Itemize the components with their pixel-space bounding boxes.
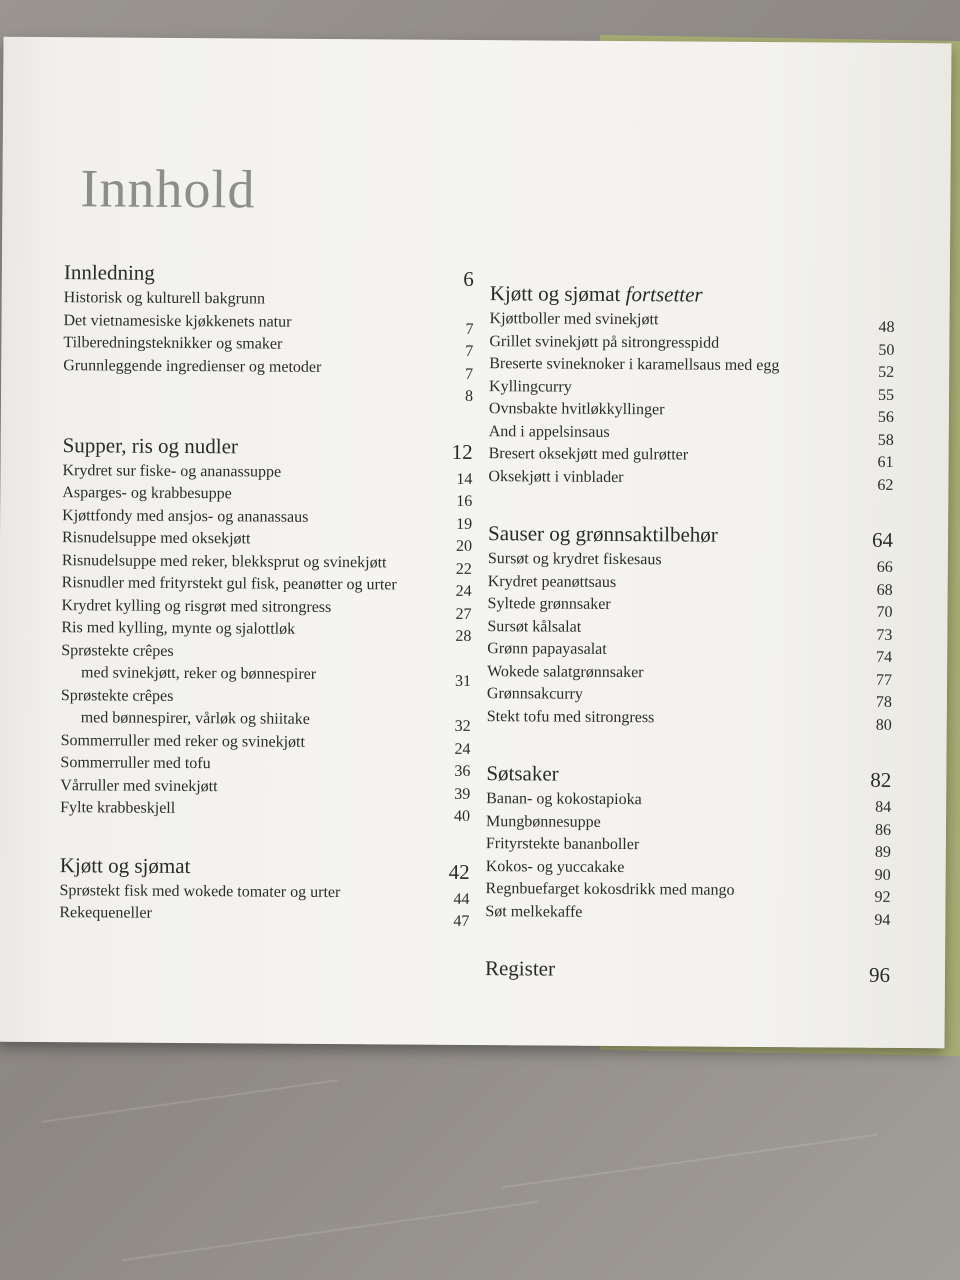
entry-page-number: 92 <box>874 888 891 906</box>
entry-page-number: 22 <box>455 560 472 578</box>
section-gap <box>488 490 893 519</box>
section-page-number: 96 <box>868 962 891 987</box>
section-title <box>64 260 155 286</box>
toc-entry[interactable] <box>62 552 472 577</box>
section-title-text: Innledning <box>63 260 155 285</box>
entry-title: Det vietnamesiske kjøkkenets natur <box>63 311 292 331</box>
section-title-text: Søtsaker <box>486 761 559 786</box>
entry-title: Sommerruller med reker og svinekjøtt <box>60 731 306 751</box>
entry-title: Banan- og kokostapioka <box>486 790 642 809</box>
entry-page-number: 24 <box>455 582 472 600</box>
entry-page-number: 61 <box>877 453 894 471</box>
book-page <box>0 37 951 1049</box>
toc-entry[interactable] <box>489 378 894 403</box>
section-title-text: Kjøtt og sjømat <box>59 852 191 878</box>
section-title <box>486 761 559 787</box>
toc-section-heading[interactable] <box>490 276 895 313</box>
entry-page-number: 8 <box>464 387 474 405</box>
section-title-text: Register <box>484 956 556 981</box>
toc-entry[interactable] <box>487 685 892 710</box>
entry-title: Krydret kylling og risgrøt med sitrongress <box>61 596 332 616</box>
toc-section-heading[interactable] <box>485 951 890 988</box>
entry-title: Syltede grønnsaker <box>487 595 611 613</box>
toc-entry[interactable] <box>61 709 471 734</box>
section-gap <box>63 402 473 431</box>
entry-title: Sursøt og krydret fiskesaus <box>487 550 662 569</box>
entry-page-number: 32 <box>454 717 471 735</box>
entry-page-number: 84 <box>875 798 892 816</box>
section-gap <box>60 822 470 851</box>
toc-entry[interactable] <box>61 619 471 644</box>
toc-entry[interactable] <box>485 880 890 905</box>
entry-page-number: 39 <box>454 785 471 803</box>
entry-page-number: 90 <box>874 866 891 884</box>
entry-title: Fylte krabbeskjell <box>60 799 176 817</box>
section-title-italic: fortsetter <box>620 282 703 307</box>
section-gap <box>487 730 892 759</box>
entry-title: Rekequeneller <box>59 904 152 922</box>
entry-page-number: 62 <box>877 476 894 494</box>
toc-entry[interactable] <box>63 312 473 337</box>
entry-title: Regnbuefarget kokosdrikk med mango <box>485 880 735 899</box>
section-title-text: Supper, ris og nudler <box>62 432 239 458</box>
toc-entry[interactable] <box>486 835 891 860</box>
toc-entry[interactable] <box>63 357 473 382</box>
section-gap <box>485 925 890 954</box>
toc-entry[interactable] <box>59 882 469 907</box>
entry-title: Sursøt kålsalat <box>487 617 582 636</box>
section-page-number: 6 <box>463 266 474 291</box>
entry-title: And i appelsinsaus <box>488 422 610 441</box>
entry-title: Grillet svinekjøtt på sitrongresspidd <box>489 332 720 352</box>
entry-page-number: 48 <box>878 318 895 336</box>
entry-title: Kokos- og yuccakake <box>485 857 625 876</box>
section-title <box>485 956 555 981</box>
entry-page-number: 89 <box>874 843 891 861</box>
toc-entry[interactable] <box>489 423 894 448</box>
entry-title: Tilberedningsteknikker og smaker <box>63 334 283 353</box>
toc-entry[interactable] <box>489 355 894 380</box>
toc-entry[interactable] <box>489 310 894 335</box>
entry-page-number: 58 <box>877 431 894 449</box>
entry-title: Asparges- og krabbesuppe <box>62 484 232 503</box>
entry-page-number: 50 <box>878 341 895 359</box>
toc-entry[interactable] <box>489 333 894 358</box>
entry-title: Kjøttboller med svinekjøtt <box>489 310 659 329</box>
entry-title: Sommerruller med tofu <box>60 754 211 773</box>
toc-entry[interactable] <box>487 640 892 665</box>
toc-entry[interactable] <box>63 379 473 404</box>
entry-page-number: 70 <box>876 603 893 621</box>
section-title <box>490 281 703 307</box>
toc-section-heading[interactable] <box>64 255 474 292</box>
entry-title: Kyllingcurry <box>489 377 572 396</box>
entry-title: Oksekjøtt i vinblader <box>488 467 624 486</box>
entry-title: Ovnsbakte hvitløkkyllinger <box>488 400 665 419</box>
toc-entry[interactable] <box>488 468 893 493</box>
entry-page-number: 24 <box>454 740 471 758</box>
toc-entry[interactable] <box>487 708 892 733</box>
entry-title: Sprøstekt fisk med wokede tomater og urter <box>59 881 341 901</box>
entry-page-number: 47 <box>453 912 470 930</box>
toc-column-left <box>59 255 474 929</box>
toc-entry[interactable] <box>63 334 473 359</box>
entry-page-number: 7 <box>465 365 474 383</box>
entry-title: Risnudelsuppe med reker, blekksprut og svinekjøtt <box>61 551 387 571</box>
section-page-number: 64 <box>871 527 894 552</box>
entry-page-number: 94 <box>874 911 891 929</box>
entry-title: Søt melkekaffe <box>485 902 583 921</box>
entry-page-number: 7 <box>465 342 474 360</box>
toc-entry[interactable] <box>61 642 471 667</box>
entry-page-number: 44 <box>453 890 470 908</box>
entry-title: med bønnespirer, vårløk og shiitake <box>80 709 310 728</box>
section-page-number: 82 <box>870 767 892 792</box>
toc-entry[interactable] <box>62 507 472 532</box>
entry-title: Vårruller med svinekjøtt <box>60 776 218 795</box>
entry-page-number: 55 <box>877 386 895 404</box>
toc-entry[interactable] <box>62 462 472 487</box>
entry-title: Stekt tofu med sitrongress <box>486 707 655 726</box>
entry-title: med svinekjøtt, reker og bønnespirer <box>81 664 317 683</box>
toc-entry[interactable] <box>64 289 474 314</box>
toc-entry[interactable] <box>60 799 470 824</box>
entry-page-number: 31 <box>454 672 472 690</box>
entry-title: Bresert oksekjøtt med gulrøtter <box>488 445 689 464</box>
entry-page-number: 78 <box>875 693 892 711</box>
section-title <box>488 521 718 548</box>
entry-title: Historisk og kulturell bakgrunn <box>63 289 266 308</box>
entry-title: Risnudelsuppe med oksekjøtt <box>61 529 251 548</box>
entry-page-number: 19 <box>456 515 473 533</box>
toc-entry[interactable] <box>59 904 469 929</box>
toc-entry[interactable] <box>489 400 894 425</box>
toc-entry[interactable] <box>60 754 470 779</box>
entry-title: Krydret sur fiske- og ananassuppe <box>62 461 282 481</box>
entry-title: Krydret peanøttsaus <box>487 572 617 591</box>
section-page-number: 12 <box>451 439 473 464</box>
toc-entry[interactable] <box>485 903 890 928</box>
section-page-number: 42 <box>448 859 470 884</box>
entry-page-number: 36 <box>454 762 471 780</box>
toc-entry[interactable] <box>61 597 471 622</box>
entry-title: Sprøstekte crêpes <box>61 641 174 660</box>
entry-title: Grunnleggende ingredienser og metoder <box>63 356 322 376</box>
entry-page-number: 16 <box>456 492 473 510</box>
toc-entry[interactable] <box>488 550 893 575</box>
section-title-text: Sauser og grønnsaktilbehør <box>487 521 718 547</box>
entry-title: Wokede salatgrønnsaker <box>487 662 644 681</box>
entry-page-number: 20 <box>455 537 473 555</box>
toc-entry[interactable] <box>488 573 893 598</box>
entry-page-number: 86 <box>874 821 892 839</box>
toc-entry[interactable] <box>61 687 471 712</box>
toc-entry[interactable] <box>62 484 472 509</box>
entry-title: Grønnsakcurry <box>486 685 583 703</box>
entry-title: Mungbønnesuppe <box>485 812 601 831</box>
section-title <box>63 433 238 459</box>
entry-page-number: 14 <box>456 470 473 488</box>
toc-entry[interactable] <box>487 618 892 643</box>
entry-page-number: 80 <box>875 716 892 734</box>
toc-entry[interactable] <box>487 595 892 620</box>
toc-entry[interactable] <box>486 813 891 838</box>
entry-page-number: 52 <box>878 363 895 381</box>
toc-column-right <box>485 276 895 988</box>
entry-title: Ris med kylling, mynte og sjalottløk <box>61 619 296 638</box>
section-title <box>60 853 191 879</box>
section-title-text: Kjøtt og sjømat <box>489 281 621 307</box>
toc-section-heading[interactable] <box>63 428 473 465</box>
entry-page-number: 68 <box>876 581 893 599</box>
entry-page-number: 40 <box>454 807 471 825</box>
entry-page-number: 66 <box>876 558 893 576</box>
toc-entry[interactable] <box>62 574 472 599</box>
entry-title: Risnudler med frityrstekt gul fisk, peanøtter og urter <box>61 574 397 594</box>
page-title: Innhold <box>80 158 256 220</box>
entry-page-number: 28 <box>455 627 472 645</box>
entry-page-number: 7 <box>465 320 474 338</box>
entry-title: Breserte svineknoker i karamellsaus med egg <box>489 355 780 375</box>
toc-entry[interactable] <box>61 664 471 689</box>
toc-entry[interactable] <box>489 445 894 470</box>
toc-entry[interactable] <box>61 732 471 757</box>
entry-page-number: 74 <box>876 648 893 666</box>
toc-entry[interactable] <box>60 777 470 802</box>
toc-section-heading[interactable] <box>60 848 470 885</box>
toc-entry[interactable] <box>62 529 472 554</box>
entry-page-number: 27 <box>455 605 472 623</box>
toc-entry[interactable] <box>486 858 891 883</box>
toc-section-heading[interactable] <box>488 516 893 553</box>
entry-page-number: 56 <box>877 408 894 426</box>
wood-grain <box>41 1079 338 1123</box>
entry-title: Grønn papayasalat <box>487 640 607 658</box>
entry-page-number: 73 <box>876 626 893 644</box>
entry-title: Kjøttfondy med ansjos- og ananassaus <box>62 506 309 526</box>
wood-grain <box>502 1134 879 1189</box>
entry-title: Frityrstekte bananboller <box>485 835 640 854</box>
toc-entry[interactable] <box>486 790 891 815</box>
entry-page-number: 77 <box>875 671 893 689</box>
toc-entry[interactable] <box>487 663 892 688</box>
wood-grain <box>122 1201 538 1261</box>
entry-title: Sprøstekte crêpes <box>60 686 174 705</box>
toc-section-heading[interactable] <box>486 756 891 793</box>
